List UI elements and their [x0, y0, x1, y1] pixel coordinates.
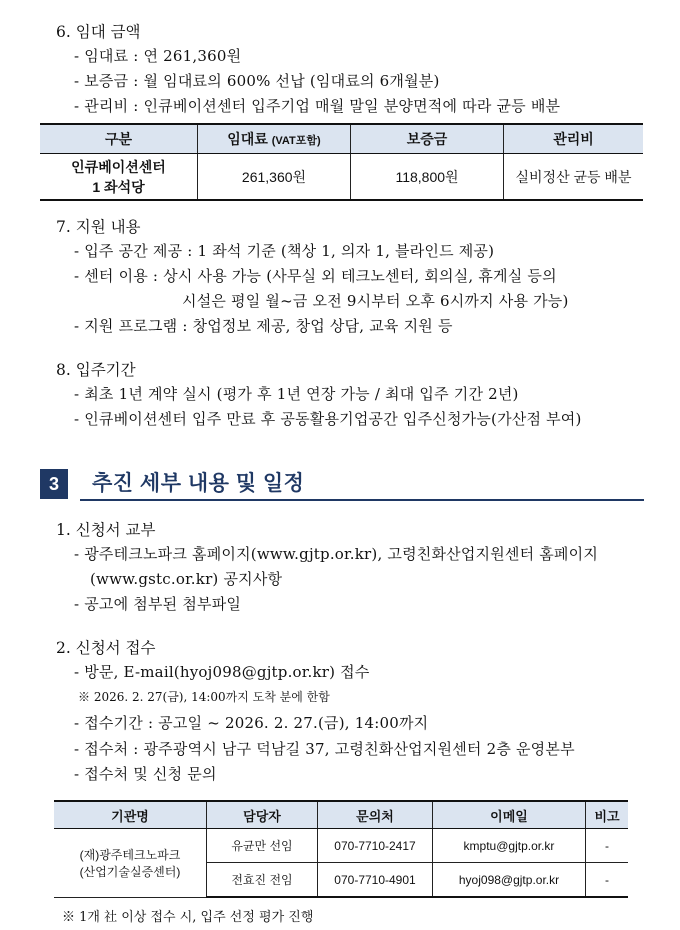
header-management: 관리비	[504, 124, 644, 154]
header-email: 이메일	[433, 801, 586, 829]
deadline-note: ※ 2026. 2. 27(금), 14:00까지 도착 분에 한함	[78, 690, 330, 704]
contact-table-header	[54, 801, 628, 829]
section-8-heading: 8. 입주기간	[56, 361, 136, 379]
cell-deposit: 118,800원	[351, 154, 504, 201]
section-3-number-box: 3	[40, 469, 68, 499]
homepage-line-cont: (www.gstc.or.kr) 공지사항	[90, 570, 283, 588]
cell-rent: 261,360원	[198, 154, 351, 201]
cell-category	[40, 154, 198, 201]
cell-person: 유균만 선임	[207, 829, 318, 863]
cell-org-line2: (산업기술실증센터)	[79, 864, 181, 879]
contract-line: - 최초 1년 계약 실시 (평가 후 1년 연장 가능 / 최대 입주 기간 2년)	[74, 385, 519, 403]
footnote: ※ 1개 社 이상 접수 시, 입주 선정 평가 진행	[62, 910, 314, 925]
cell-note: -	[586, 829, 629, 863]
cell-org	[54, 829, 207, 898]
cell-management: 실비정산 균등 배분	[504, 154, 644, 201]
header-rent	[198, 124, 351, 154]
receipt-method-line: - 방문, E-mail(hyoj098@gjtp.or.kr) 접수	[74, 663, 370, 681]
shared-space-line: - 인큐베이션센터 입주 만료 후 공동활용기업공간 입주신청가능(가산점 부여)	[74, 410, 582, 428]
contact-table	[54, 800, 628, 898]
header-org: 기관명	[54, 801, 207, 829]
cell-phone: 070-7710-4901	[318, 863, 433, 898]
cell-category-line1: 인큐베이션센터	[71, 158, 166, 175]
attachment-line: - 공고에 첨부된 첨부파일	[74, 595, 242, 613]
header-phone: 문의처	[318, 801, 433, 829]
header-vat-note: (VAT포함)	[271, 135, 321, 147]
center-use-line-cont: 시설은 평일 월~금 오전 9시부터 오후 6시까지 사용 가능)	[182, 292, 569, 310]
header-category: 구분	[40, 124, 198, 154]
section-3-title: 추진 세부 내용 및 일정	[92, 472, 305, 495]
cell-person: 전효진 전임	[207, 863, 318, 898]
header-rent-label: 임대료	[227, 131, 268, 147]
receipt-address-line: - 접수처 : 광주광역시 남구 덕남길 37, 고령친화산업지원센터 2층 운영본부	[74, 740, 575, 758]
support-space-line: - 입주 공간 제공 : 1 좌석 기준 (책상 1, 의자 1, 블라인드 제공)	[74, 242, 495, 260]
rent-table-header	[40, 124, 643, 154]
support-program-line: - 지원 프로그램 : 창업정보 제공, 창업 상담, 교육 지원 등	[74, 317, 453, 335]
cell-email: hyoj098@gjtp.or.kr	[433, 863, 586, 898]
rent-table	[40, 123, 643, 201]
header-deposit: 보증금	[351, 124, 504, 154]
rent-table-row	[40, 154, 643, 201]
section-6-heading: 6. 임대 금액	[56, 23, 141, 41]
center-use-line: - 센터 이용 : 상시 사용 가능 (사무실 외 테크노센터, 회의실, 휴게실 등의	[74, 267, 557, 285]
cell-note: -	[586, 863, 629, 898]
rent-line: - 임대료 : 연 261,360원	[74, 47, 242, 65]
management-fee-line: - 관리비 : 인큐베이션센터 입주기업 매월 말일 분양면적에 따라 균등 배분	[74, 97, 561, 115]
contact-row-1	[54, 829, 628, 863]
cell-org-line1: (재)광주테크노파크	[79, 847, 181, 862]
inquiry-line: - 접수처 및 신청 문의	[74, 765, 217, 783]
deposit-line: - 보증금 : 월 임대료의 600% 선납 (임대료의 6개월분)	[74, 72, 440, 90]
application-distribution-heading: 1. 신청서 교부	[56, 521, 156, 539]
receipt-period-line: - 접수기간 : 공고일 ~ 2026. 2. 27.(금), 14:00까지	[74, 714, 429, 732]
header-person: 담당자	[207, 801, 318, 829]
section-7-heading: 7. 지원 내용	[56, 218, 141, 236]
application-receipt-heading: 2. 신청서 접수	[56, 639, 156, 657]
cell-category-line2: 1 좌석당	[92, 178, 145, 195]
header-note: 비고	[586, 801, 629, 829]
homepage-line: - 광주테크노파크 홈페이지(www.gjtp.or.kr), 고령친화산업지원센터 홈페이지	[74, 545, 599, 563]
cell-email: kmptu@gjtp.or.kr	[433, 829, 586, 863]
section-3-underline	[80, 499, 644, 501]
cell-phone: 070-7710-2417	[318, 829, 433, 863]
